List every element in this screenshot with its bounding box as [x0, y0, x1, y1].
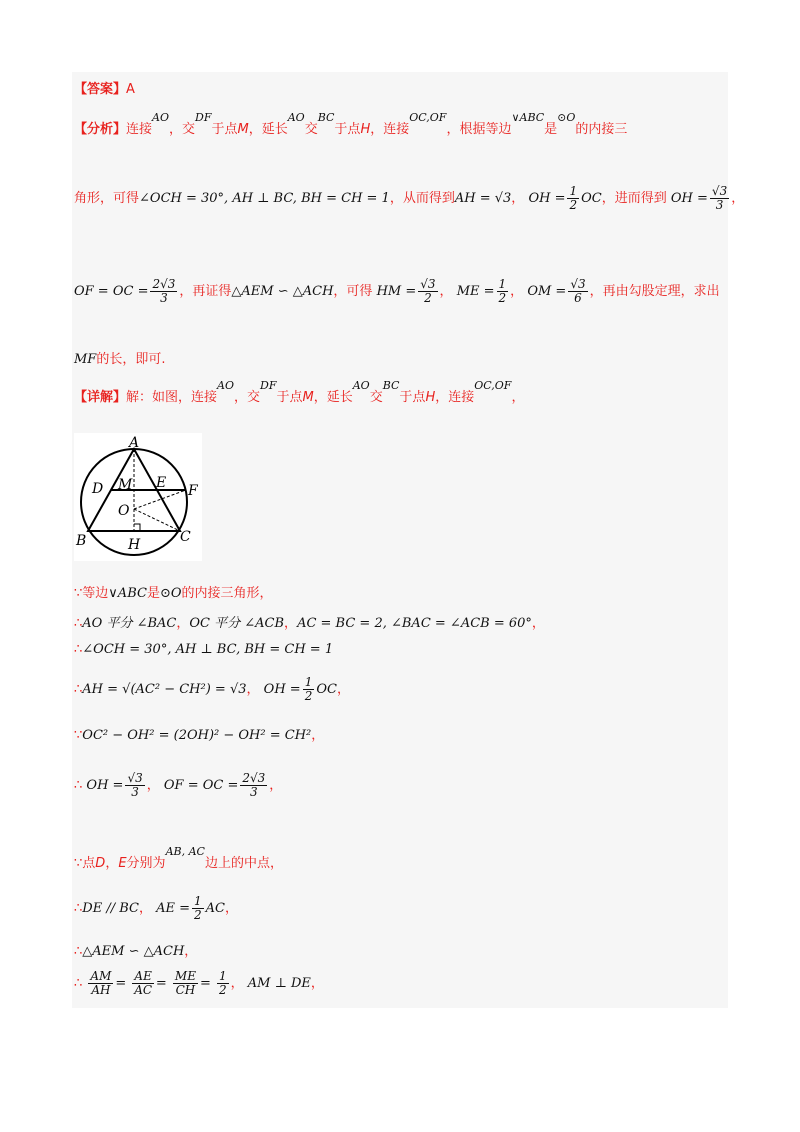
math: HM = — [376, 284, 417, 300]
denominator: 3 — [250, 785, 258, 800]
fraction — [132, 970, 153, 997]
numerator: AE — [134, 969, 152, 983]
fraction — [88, 970, 113, 997]
math: ∨ABC — [108, 586, 147, 601]
answer-value: A — [126, 82, 135, 97]
denominator: 3 — [715, 198, 724, 213]
text: ， — [336, 682, 350, 698]
text: 点 — [82, 856, 96, 871]
fraction — [192, 895, 204, 922]
numerator: AM — [90, 969, 112, 983]
denominator: CH — [175, 983, 196, 998]
text: ，延长 — [313, 390, 353, 405]
math: OC,OF — [409, 111, 447, 124]
fraction — [125, 772, 144, 799]
denominator: 2 — [498, 291, 507, 306]
text: ，连接 — [370, 122, 410, 137]
label-e: E — [156, 475, 167, 491]
text: ，可得 — [333, 284, 373, 300]
label-o: O — [118, 503, 130, 519]
therefore-symbol: ∴ — [74, 944, 83, 959]
text: ， — [146, 778, 160, 794]
numerator: 2√3 — [242, 771, 266, 785]
fraction — [568, 278, 587, 305]
text: ，从而得到 — [389, 191, 455, 207]
text: ，交 — [234, 390, 261, 405]
text: 等边 — [82, 586, 109, 601]
math: D — [95, 856, 106, 871]
math: BC — [317, 111, 335, 124]
math: ⊙O — [159, 586, 182, 601]
numerator: 1 — [219, 969, 227, 983]
math: H — [360, 122, 371, 137]
text: ， — [230, 976, 244, 992]
text: 的内接三 — [575, 122, 628, 137]
step-5 — [74, 724, 324, 743]
math: ∨ABC — [511, 111, 545, 124]
math: ∠OCH = 30°, AH ⊥ BC, BH = CH = 1 — [139, 191, 390, 207]
therefore-symbol: ∴ — [74, 682, 83, 698]
math: AM ⊥ DE — [247, 976, 311, 992]
text: ，再证得 — [179, 284, 232, 300]
because-symbol: ∵ — [74, 728, 83, 743]
analysis-tag: 【分析】 — [74, 122, 127, 137]
text: ，交 — [169, 122, 196, 137]
circle-triangle-diagram — [74, 433, 202, 561]
numerator: 1 — [569, 184, 578, 198]
math: OM = — [527, 284, 567, 300]
text: ， — [105, 856, 119, 871]
text: ， — [269, 778, 283, 794]
numerator: ME — [174, 969, 196, 983]
math: OC — [316, 682, 337, 698]
analysis-line-1 — [74, 111, 628, 137]
because-symbol: ∵ — [74, 586, 83, 601]
numerator: 1 — [304, 675, 313, 689]
denominator: 2 — [569, 198, 578, 213]
fraction — [567, 185, 579, 212]
numerator: √3 — [570, 277, 586, 291]
right-angle-mark — [134, 524, 140, 531]
denominator: 3 — [160, 291, 168, 306]
text: 交 — [369, 390, 383, 405]
step-3 — [74, 642, 333, 657]
label-b: B — [76, 533, 87, 549]
step-1 — [74, 582, 273, 601]
fraction — [303, 676, 315, 703]
therefore-symbol: ∴ — [74, 778, 83, 794]
text: 于点 — [334, 122, 361, 137]
text: 于点 — [276, 390, 303, 405]
label-c: C — [180, 529, 191, 545]
step-9 — [74, 940, 197, 959]
math: ∠OCH = 30°, AH ⊥ BC, BH = CH = 1 — [82, 642, 334, 657]
numerator: √3 — [127, 771, 143, 785]
step-8 — [74, 895, 238, 922]
fraction — [240, 772, 267, 799]
text: ， — [731, 191, 745, 207]
text: ， — [531, 616, 545, 631]
numerator: 1 — [498, 277, 507, 291]
label-a: A — [129, 435, 140, 451]
math: ⊙O — [557, 111, 576, 124]
math: AH = √(AC² − CH²) = √3 — [82, 682, 247, 698]
text: 角形，可得 — [74, 191, 140, 207]
math: AB, AC — [165, 845, 205, 858]
segment-of — [134, 490, 186, 509]
numerator: 1 — [194, 894, 202, 908]
math: △AEM ∽ △ACH — [231, 284, 334, 300]
geometry-figure — [74, 433, 202, 561]
numerator: √3 — [420, 277, 436, 291]
math: OF = OC = — [74, 284, 149, 300]
text: 的长，即可. — [96, 352, 166, 367]
label-m: M — [118, 477, 133, 493]
math: AO 平分 ∠BAC — [82, 616, 177, 631]
step-2 — [74, 612, 545, 631]
math: = — [155, 976, 167, 992]
text: ，再由勾股定理，求出 — [589, 284, 720, 300]
math: = — [199, 976, 211, 992]
label-f: F — [188, 483, 198, 499]
math: OH = — [86, 778, 124, 794]
text: ， — [184, 944, 198, 959]
denominator: 2 — [424, 291, 432, 306]
denominator: 3 — [131, 785, 139, 800]
math: = — [115, 976, 127, 992]
step-10 — [74, 970, 324, 997]
text: ，进而得到 — [601, 191, 667, 207]
step-4 — [74, 676, 350, 703]
text: ，根据等边 — [446, 122, 512, 137]
math: OF = OC = — [163, 778, 239, 794]
denominator: 2 — [219, 983, 227, 998]
text: 于点 — [399, 390, 426, 405]
therefore-symbol: ∴ — [74, 642, 83, 657]
text: ，连接 — [435, 390, 475, 405]
text: 的内接三角形， — [181, 586, 273, 601]
step-7 — [74, 845, 283, 871]
text: ，延长 — [248, 122, 288, 137]
text: ， — [439, 284, 453, 300]
fraction — [173, 970, 198, 997]
math: BC — [382, 379, 400, 392]
text: ， — [511, 390, 525, 405]
fraction — [418, 278, 437, 305]
math: H — [425, 390, 436, 405]
detail-line-1 — [74, 379, 525, 405]
math: AC = BC = 2, ∠BAC = ∠ACB = 60° — [297, 616, 532, 631]
math: M — [237, 122, 249, 137]
math: OC — [581, 191, 602, 207]
step-6 — [74, 772, 282, 799]
text: ， — [225, 901, 239, 917]
therefore-symbol: ∴ — [74, 616, 83, 631]
math: MF — [74, 352, 97, 367]
text: 于点 — [211, 122, 238, 137]
text: ， — [284, 616, 298, 631]
math: OH = — [670, 191, 708, 207]
denominator: AC — [134, 983, 153, 998]
math: AO — [287, 111, 305, 124]
math: AO — [152, 111, 169, 124]
math: △AEM ∽ △ACH — [82, 944, 185, 959]
because-symbol: ∵ — [74, 856, 83, 871]
math: AO — [217, 379, 234, 392]
fraction — [217, 970, 229, 997]
analysis-line-3 — [74, 278, 720, 305]
therefore-symbol: ∴ — [74, 976, 83, 992]
text: 是 — [544, 122, 558, 137]
math: OH = — [528, 191, 566, 207]
math: M — [302, 390, 314, 405]
math: OC,OF — [474, 379, 512, 392]
math: AE = — [156, 901, 191, 917]
therefore-symbol: ∴ — [74, 901, 83, 917]
analysis-line-2 — [74, 185, 744, 212]
denominator: 2 — [194, 908, 202, 923]
fraction — [150, 278, 177, 305]
answer-tag: 【答案】 — [74, 82, 127, 97]
math: OC² − OH² = (2OH)² − OH² = CH² — [82, 728, 312, 743]
text: 边上的中点， — [204, 856, 283, 871]
text: ， — [176, 616, 190, 631]
math: DF — [260, 379, 277, 392]
math: OC 平分 ∠ACB — [189, 616, 285, 631]
text: ， — [138, 901, 152, 917]
math: ME = — [456, 284, 495, 300]
text: 交 — [304, 122, 318, 137]
math: AC — [205, 901, 226, 917]
label-d: D — [92, 481, 104, 497]
math: DE // BC — [82, 901, 139, 917]
text: 是 — [146, 586, 160, 601]
text: ， — [510, 284, 524, 300]
denominator: 6 — [574, 291, 582, 306]
detail-tag: 【详解】 — [74, 390, 127, 405]
text: 分别为 — [126, 856, 166, 871]
fraction — [497, 278, 509, 305]
text: ， — [246, 682, 260, 698]
text: 连接 — [126, 122, 153, 137]
numerator: 2√3 — [152, 277, 176, 291]
denominator: AH — [91, 983, 111, 998]
math: DF — [195, 111, 212, 124]
text: ， — [310, 976, 324, 992]
text: ， — [511, 191, 525, 207]
analysis-line-4 — [74, 348, 165, 367]
numerator: √3 — [711, 184, 728, 198]
denominator: 2 — [304, 689, 313, 704]
answer-line — [74, 78, 135, 97]
text: 解：如图，连接 — [126, 390, 218, 405]
math: AH = √3 — [454, 191, 512, 207]
math: OH = — [263, 682, 301, 698]
math: AO — [352, 379, 370, 392]
label-h: H — [128, 537, 141, 553]
math: E — [118, 856, 127, 871]
fraction — [710, 185, 729, 212]
text: ， — [311, 728, 325, 743]
